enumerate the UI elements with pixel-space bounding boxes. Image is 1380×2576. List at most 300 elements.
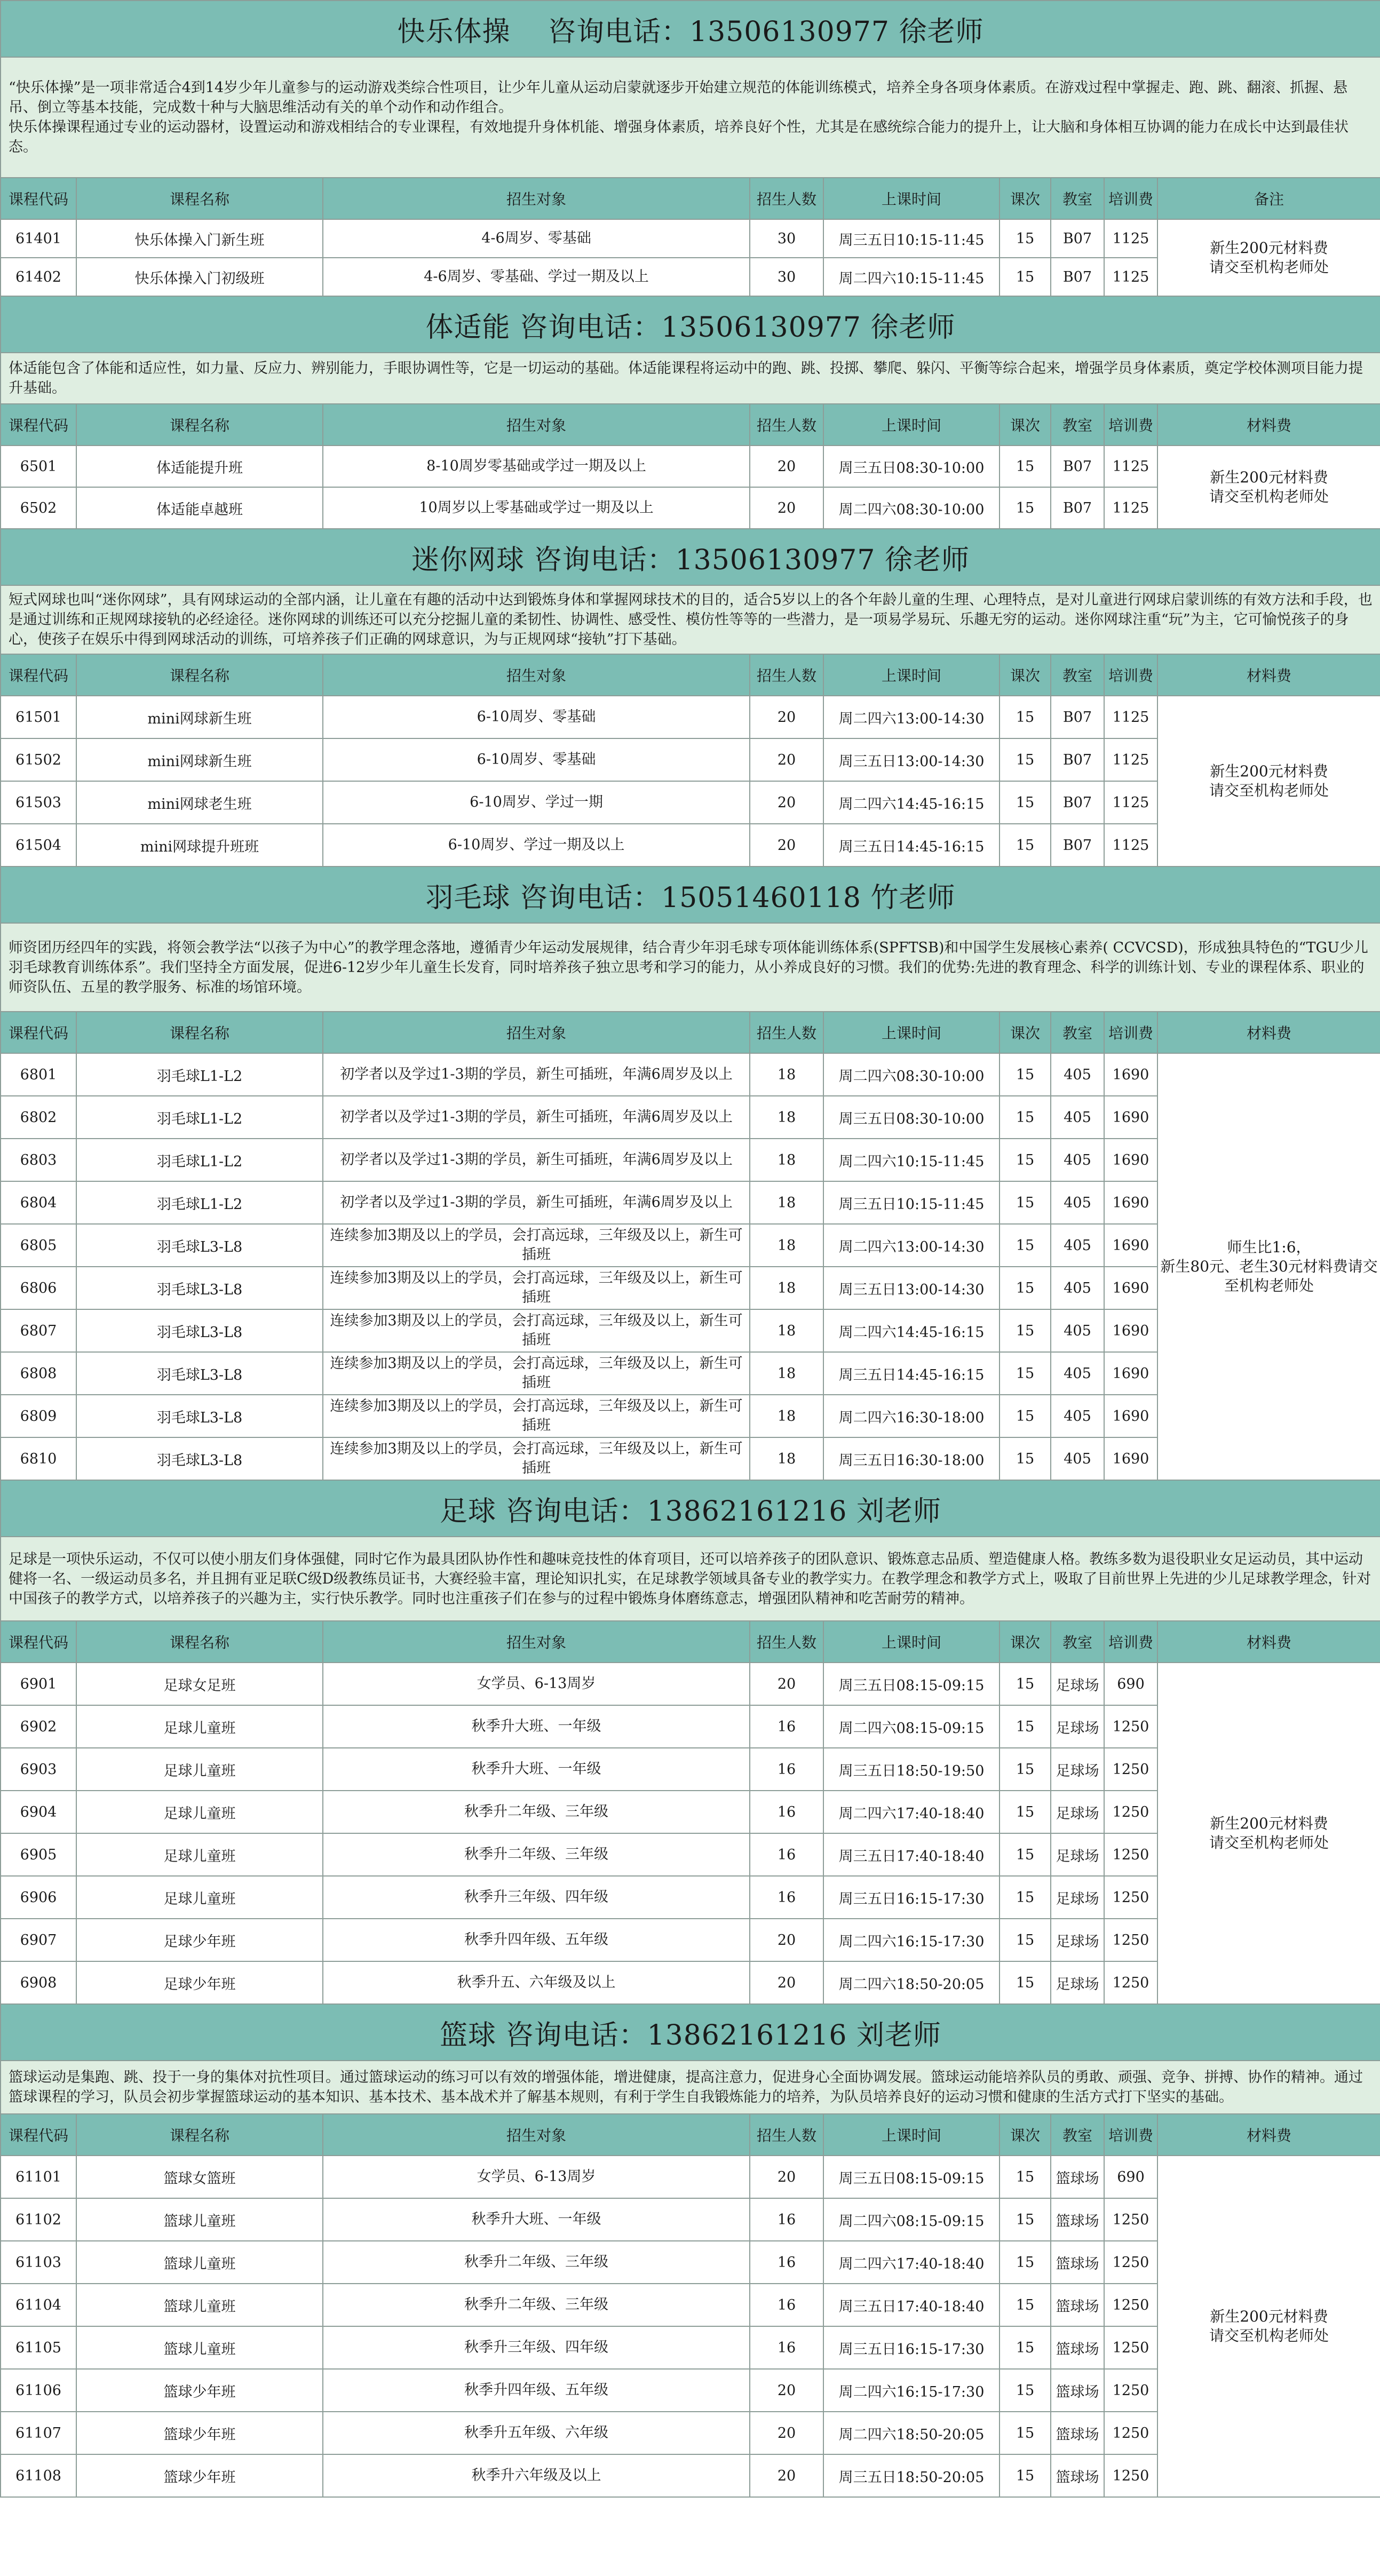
section-title: 足球 咨询电话：13862161216 刘老师 — [1, 1480, 1380, 1537]
column-header: 课次 — [1000, 404, 1051, 446]
cell-fee: 1250 — [1104, 1876, 1157, 1919]
cell-sessions: 15 — [1000, 1919, 1051, 1961]
cell-sessions: 15 — [1000, 2412, 1051, 2454]
cell-name: 羽毛球L3-L8 — [76, 1395, 323, 1437]
cell-target: 女学员、6-13周岁 — [323, 1663, 750, 1705]
cell-count: 18 — [750, 1224, 823, 1267]
cell-count: 18 — [750, 1096, 823, 1139]
cell-time: 周二四六16:30-18:00 — [823, 1395, 1000, 1437]
section-description-row — [1, 923, 1380, 1012]
cell-sessions: 15 — [1000, 1876, 1051, 1919]
cell-room: 405 — [1051, 1053, 1104, 1096]
cell-name: 篮球少年班 — [76, 2369, 323, 2412]
cell-time: 周三五日10:15-11:45 — [823, 1181, 1000, 1224]
cell-room: 足球场 — [1051, 1961, 1104, 2004]
cell-room: 篮球场 — [1051, 2156, 1104, 2198]
column-header: 培训费 — [1104, 654, 1157, 696]
cell-target: 秋季升六年级及以上 — [323, 2454, 750, 2497]
cell-target: 秋季升三年级、四年级 — [323, 2326, 750, 2369]
cell-name: 篮球儿童班 — [76, 2198, 323, 2241]
course-row — [1, 446, 1380, 487]
cell-fee: 1125 — [1104, 446, 1157, 487]
cell-count: 18 — [750, 1395, 823, 1437]
column-header: 材料费 — [1157, 404, 1380, 446]
column-header: 教室 — [1051, 654, 1104, 696]
cell-time: 周二四六16:15-17:30 — [823, 1919, 1000, 1961]
cell-room: 足球场 — [1051, 1791, 1104, 1833]
cell-code: 6801 — [1, 1053, 76, 1096]
cell-sessions: 15 — [1000, 2326, 1051, 2369]
cell-time: 周二四六17:40-18:40 — [823, 2241, 1000, 2284]
cell-time: 周二四六13:00-14:30 — [823, 696, 1000, 738]
cell-room: 405 — [1051, 1139, 1104, 1181]
cell-code: 6804 — [1, 1181, 76, 1224]
column-header: 课程名称 — [76, 178, 323, 219]
cell-name: 羽毛球L1-L2 — [76, 1053, 323, 1096]
column-header: 课程名称 — [76, 1012, 323, 1053]
cell-fee: 1690 — [1104, 1352, 1157, 1395]
cell-count: 20 — [750, 2454, 823, 2497]
cell-sessions: 15 — [1000, 781, 1051, 824]
cell-count: 18 — [750, 1139, 823, 1181]
column-header: 课程代码 — [1, 404, 76, 446]
cell-code: 6905 — [1, 1833, 76, 1876]
cell-time: 周二四六14:45-16:15 — [823, 781, 1000, 824]
cell-time: 周二四六18:50-20:05 — [823, 1961, 1000, 2004]
column-header: 课次 — [1000, 178, 1051, 219]
cell-time: 周三五日08:30-10:00 — [823, 446, 1000, 487]
cell-fee: 1250 — [1104, 2198, 1157, 2241]
cell-target: 6-10周岁、学过一期及以上 — [323, 824, 750, 866]
cell-time: 周三五日16:30-18:00 — [823, 1437, 1000, 1480]
cell-room: B07 — [1051, 781, 1104, 824]
section-description-row — [1, 1537, 1380, 1621]
cell-time: 周三五日18:50-19:50 — [823, 1748, 1000, 1791]
cell-room: 405 — [1051, 1309, 1104, 1352]
cell-time: 周三五日08:30-10:00 — [823, 1096, 1000, 1139]
cell-room: B07 — [1051, 446, 1104, 487]
column-header: 教室 — [1051, 2114, 1104, 2156]
column-header: 教室 — [1051, 1621, 1104, 1663]
cell-fee: 1690 — [1104, 1139, 1157, 1181]
cell-sessions: 15 — [1000, 2454, 1051, 2497]
cell-count: 20 — [750, 446, 823, 487]
cell-count: 20 — [750, 2156, 823, 2198]
cell-code: 61108 — [1, 2454, 76, 2497]
column-header: 招生人数 — [750, 1012, 823, 1053]
cell-fee: 1250 — [1104, 2412, 1157, 2454]
cell-fee: 690 — [1104, 1663, 1157, 1705]
cell-sessions: 15 — [1000, 2198, 1051, 2241]
cell-target: 4-6周岁、零基础 — [323, 219, 750, 258]
column-header-row — [1, 654, 1380, 696]
cell-room: 405 — [1051, 1181, 1104, 1224]
column-header-row — [1, 2114, 1380, 2156]
cell-target: 连续参加3期及以上的学员，会打高远球，三年级及以上，新生可插班 — [323, 1224, 750, 1267]
column-header-row — [1, 178, 1380, 219]
cell-code: 61501 — [1, 696, 76, 738]
column-header: 教室 — [1051, 178, 1104, 219]
cell-count: 16 — [750, 2284, 823, 2326]
cell-sessions: 15 — [1000, 1267, 1051, 1309]
course-row — [1, 1053, 1380, 1096]
cell-fee: 1250 — [1104, 2454, 1157, 2497]
cell-sessions: 15 — [1000, 738, 1051, 781]
cell-time: 周二四六16:15-17:30 — [823, 2369, 1000, 2412]
cell-code: 6501 — [1, 446, 76, 487]
cell-target: 秋季升大班、一年级 — [323, 1748, 750, 1791]
cell-name: 足球儿童班 — [76, 1705, 323, 1748]
cell-name: 足球儿童班 — [76, 1748, 323, 1791]
section-description-row — [1, 2061, 1380, 2114]
cell-code: 6809 — [1, 1395, 76, 1437]
cell-sessions: 15 — [1000, 1139, 1051, 1181]
column-header: 课程名称 — [76, 1621, 323, 1663]
column-header: 培训费 — [1104, 1012, 1157, 1053]
section-header — [1, 296, 1380, 353]
cell-count: 16 — [750, 1705, 823, 1748]
cell-name: 足球少年班 — [76, 1919, 323, 1961]
cell-name: 体适能卓越班 — [76, 487, 323, 529]
cell-target: 初学者以及学过1-3期的学员，新生可插班，年满6周岁及以上 — [323, 1139, 750, 1181]
course-row — [1, 1663, 1380, 1705]
cell-room: 足球场 — [1051, 1663, 1104, 1705]
cell-count: 20 — [750, 2369, 823, 2412]
cell-code: 61105 — [1, 2326, 76, 2369]
cell-fee: 1250 — [1104, 2369, 1157, 2412]
material-fee-note: 新生200元材料费 请交至机构老师处 — [1157, 2156, 1380, 2497]
cell-count: 18 — [750, 1053, 823, 1096]
cell-code: 6903 — [1, 1748, 76, 1791]
column-header: 课程名称 — [76, 654, 323, 696]
column-header: 课次 — [1000, 2114, 1051, 2156]
column-header: 上课时间 — [823, 2114, 1000, 2156]
cell-name: 羽毛球L1-L2 — [76, 1096, 323, 1139]
column-header-row — [1, 1621, 1380, 1663]
cell-name: 羽毛球L3-L8 — [76, 1437, 323, 1480]
cell-sessions: 15 — [1000, 696, 1051, 738]
cell-room: 篮球场 — [1051, 2454, 1104, 2497]
cell-count: 30 — [750, 258, 823, 296]
cell-target: 秋季升五年级、六年级 — [323, 2412, 750, 2454]
cell-time: 周三五日08:15-09:15 — [823, 2156, 1000, 2198]
section-header — [1, 529, 1380, 585]
cell-target: 秋季升二年级、三年级 — [323, 1791, 750, 1833]
cell-room: B07 — [1051, 219, 1104, 258]
cell-count: 16 — [750, 2326, 823, 2369]
cell-fee: 1250 — [1104, 1961, 1157, 2004]
column-header: 材料费 — [1157, 1012, 1380, 1053]
section-header — [1, 866, 1380, 923]
cell-room: 足球场 — [1051, 1748, 1104, 1791]
column-header: 课程代码 — [1, 2114, 76, 2156]
column-header: 备注 — [1157, 178, 1380, 219]
section-title: 快乐体操 咨询电话：13506130977 徐老师 — [1, 1, 1380, 57]
cell-count: 20 — [750, 1961, 823, 2004]
cell-name: 篮球女篮班 — [76, 2156, 323, 2198]
cell-count: 16 — [750, 1791, 823, 1833]
column-header: 培训费 — [1104, 404, 1157, 446]
column-header: 课程代码 — [1, 178, 76, 219]
column-header: 课程名称 — [76, 2114, 323, 2156]
section-title: 体适能 咨询电话：13506130977 徐老师 — [1, 296, 1380, 353]
cell-time: 周二四六08:30-10:00 — [823, 1053, 1000, 1096]
cell-code: 6907 — [1, 1919, 76, 1961]
cell-target: 8-10周岁零基础或学过一期及以上 — [323, 446, 750, 487]
column-header: 招生人数 — [750, 1621, 823, 1663]
cell-time: 周三五日14:45-16:15 — [823, 824, 1000, 866]
cell-room: 篮球场 — [1051, 2412, 1104, 2454]
column-header: 上课时间 — [823, 654, 1000, 696]
cell-count: 20 — [750, 738, 823, 781]
cell-target: 连续参加3期及以上的学员，会打高远球，三年级及以上，新生可插班 — [323, 1395, 750, 1437]
section-description: 体适能包含了体能和适应性，如力量、反应力、辨别能力，手眼协调性等，它是一切运动的基础。体适能课程将运动中的跑、跳、投掷、攀爬、躲闪、平衡等综合起来，增强学员身体素质，奠定学校体测项目能力提升基础。 — [1, 353, 1380, 404]
course-row — [1, 2156, 1380, 2198]
course-row — [1, 219, 1380, 258]
cell-name: 篮球儿童班 — [76, 2284, 323, 2326]
cell-fee: 1125 — [1104, 696, 1157, 738]
section-description: 足球是一项快乐运动，不仅可以使小朋友们身体强健，同时它作为最具团队协作性和趣味竞技性的体育项目，还可以培养孩子的团队意识、锻炼意志品质、塑造健康人格。教练多数为退役职业女足运动员，其中运动健将一名、一级运动员多名，并且拥有亚足联C级D级教练员证书，大赛经验丰富，理论知识扎实，在足球教学领域具备专业的教学实力。在教学理念和教学方式上，吸取了目前世界上先进的少儿足球教学理念，针对中国孩子的教学方式，以培养孩子的兴趣为主，实行快乐教学。同时也注重孩子们在参与的过程中锻炼身体磨练意志，增强团队精神和吃苦耐劳的精神。 — [1, 1537, 1380, 1621]
cell-fee: 1250 — [1104, 1833, 1157, 1876]
cell-room: 405 — [1051, 1437, 1104, 1480]
cell-count: 18 — [750, 1437, 823, 1480]
cell-count: 20 — [750, 2412, 823, 2454]
cell-code: 6901 — [1, 1663, 76, 1705]
cell-fee: 1690 — [1104, 1267, 1157, 1309]
section-description-row — [1, 57, 1380, 178]
cell-fee: 1250 — [1104, 1919, 1157, 1961]
cell-count: 20 — [750, 696, 823, 738]
cell-room: 篮球场 — [1051, 2241, 1104, 2284]
cell-code: 6803 — [1, 1139, 76, 1181]
cell-code: 6902 — [1, 1705, 76, 1748]
cell-sessions: 15 — [1000, 2156, 1051, 2198]
cell-name: 羽毛球L1-L2 — [76, 1181, 323, 1224]
cell-target: 秋季升四年级、五年级 — [323, 1919, 750, 1961]
column-header: 课程代码 — [1, 1621, 76, 1663]
cell-code: 6807 — [1, 1309, 76, 1352]
cell-sessions: 15 — [1000, 2369, 1051, 2412]
cell-time: 周二四六10:15-11:45 — [823, 258, 1000, 296]
cell-count: 20 — [750, 487, 823, 529]
cell-sessions: 15 — [1000, 1961, 1051, 2004]
cell-time: 周二四六08:30-10:00 — [823, 487, 1000, 529]
column-header: 材料费 — [1157, 654, 1380, 696]
cell-time: 周三五日16:15-17:30 — [823, 1876, 1000, 1919]
cell-time: 周二四六08:15-09:15 — [823, 1705, 1000, 1748]
column-header: 上课时间 — [823, 178, 1000, 219]
cell-target: 秋季升大班、一年级 — [323, 1705, 750, 1748]
cell-fee: 1125 — [1104, 738, 1157, 781]
cell-time: 周三五日14:45-16:15 — [823, 1352, 1000, 1395]
cell-time: 周二四六08:15-09:15 — [823, 2198, 1000, 2241]
cell-sessions: 15 — [1000, 2241, 1051, 2284]
cell-fee: 1250 — [1104, 1705, 1157, 1748]
column-header: 招生对象 — [323, 178, 750, 219]
column-header: 课程代码 — [1, 1012, 76, 1053]
cell-room: 篮球场 — [1051, 2326, 1104, 2369]
cell-room: 篮球场 — [1051, 2198, 1104, 2241]
cell-fee: 1125 — [1104, 258, 1157, 296]
section-header — [1, 2004, 1380, 2061]
section-description: 篮球运动是集跑、跳、投于一身的集体对抗性项目。通过篮球运动的练习可以有效的增强体能，增进健康，提高注意力，促进身心全面协调发展。篮球运动能培养队员的勇敢、顽强、竞争、拼搏、协作的精神。通过篮球课程的学习，队员会初步掌握篮球运动的基本知识、基本技术、基本战术并了解基本规则，有利于学生自我锻炼能力的培养，为队员培养良好的运动习惯和健康的生活方式打下坚实的基础。 — [1, 2061, 1380, 2114]
cell-fee: 1250 — [1104, 1791, 1157, 1833]
column-header: 招生对象 — [323, 2114, 750, 2156]
cell-fee: 1690 — [1104, 1181, 1157, 1224]
cell-target: 秋季升二年级、三年级 — [323, 1833, 750, 1876]
cell-fee: 1125 — [1104, 219, 1157, 258]
cell-code: 6810 — [1, 1437, 76, 1480]
cell-time: 周三五日17:40-18:40 — [823, 2284, 1000, 2326]
cell-time: 周二四六17:40-18:40 — [823, 1791, 1000, 1833]
cell-sessions: 15 — [1000, 1748, 1051, 1791]
cell-name: 快乐体操入门初级班 — [76, 258, 323, 296]
cell-fee: 1690 — [1104, 1053, 1157, 1096]
cell-code: 61504 — [1, 824, 76, 866]
cell-fee: 690 — [1104, 2156, 1157, 2198]
cell-count: 18 — [750, 1309, 823, 1352]
cell-name: mini网球新生班 — [76, 696, 323, 738]
column-header: 课程代码 — [1, 654, 76, 696]
cell-target: 连续参加3期及以上的学员，会打高远球，三年级及以上，新生可插班 — [323, 1267, 750, 1309]
cell-target: 初学者以及学过1-3期的学员，新生可插班，年满6周岁及以上 — [323, 1096, 750, 1139]
cell-count: 20 — [750, 781, 823, 824]
material-fee-note: 新生200元材料费 请交至机构老师处 — [1157, 219, 1380, 296]
cell-count: 20 — [750, 1919, 823, 1961]
column-header: 材料费 — [1157, 1621, 1380, 1663]
cell-target: 连续参加3期及以上的学员，会打高远球，三年级及以上，新生可插班 — [323, 1352, 750, 1395]
cell-room: B07 — [1051, 696, 1104, 738]
cell-sessions: 15 — [1000, 1181, 1051, 1224]
cell-code: 6906 — [1, 1876, 76, 1919]
cell-room: 405 — [1051, 1224, 1104, 1267]
column-header: 招生人数 — [750, 404, 823, 446]
cell-name: 篮球少年班 — [76, 2454, 323, 2497]
cell-fee: 1250 — [1104, 2284, 1157, 2326]
column-header-row — [1, 404, 1380, 446]
cell-room: B07 — [1051, 258, 1104, 296]
cell-sessions: 15 — [1000, 1309, 1051, 1352]
cell-name: mini网球提升班班 — [76, 824, 323, 866]
material-fee-note: 新生200元材料费 请交至机构老师处 — [1157, 696, 1380, 866]
cell-target: 秋季升四年级、五年级 — [323, 2369, 750, 2412]
course-row — [1, 696, 1380, 738]
cell-target: 初学者以及学过1-3期的学员，新生可插班，年满6周岁及以上 — [323, 1181, 750, 1224]
cell-sessions: 15 — [1000, 1437, 1051, 1480]
section-description-row — [1, 353, 1380, 404]
cell-room: 405 — [1051, 1096, 1104, 1139]
cell-count: 16 — [750, 2241, 823, 2284]
cell-code: 6908 — [1, 1961, 76, 2004]
cell-sessions: 15 — [1000, 1224, 1051, 1267]
cell-code: 61101 — [1, 2156, 76, 2198]
cell-target: 6-10周岁、零基础 — [323, 696, 750, 738]
cell-sessions: 15 — [1000, 1663, 1051, 1705]
column-header: 培训费 — [1104, 2114, 1157, 2156]
column-header: 培训费 — [1104, 1621, 1157, 1663]
cell-count: 16 — [750, 1833, 823, 1876]
cell-count: 18 — [750, 1352, 823, 1395]
cell-code: 61502 — [1, 738, 76, 781]
cell-room: 405 — [1051, 1352, 1104, 1395]
cell-name: 羽毛球L1-L2 — [76, 1139, 323, 1181]
section-header — [1, 1, 1380, 57]
column-header: 课次 — [1000, 1012, 1051, 1053]
cell-name: 体适能提升班 — [76, 446, 323, 487]
cell-target: 女学员、6-13周岁 — [323, 2156, 750, 2198]
cell-fee: 1250 — [1104, 2326, 1157, 2369]
cell-fee: 1690 — [1104, 1437, 1157, 1480]
cell-name: mini网球新生班 — [76, 738, 323, 781]
column-header: 课程名称 — [76, 404, 323, 446]
cell-time: 周三五日08:15-09:15 — [823, 1663, 1000, 1705]
cell-name: 篮球儿童班 — [76, 2241, 323, 2284]
cell-code: 6805 — [1, 1224, 76, 1267]
cell-fee: 1125 — [1104, 487, 1157, 529]
column-header: 招生对象 — [323, 1621, 750, 1663]
cell-time: 周三五日16:15-17:30 — [823, 2326, 1000, 2369]
column-header: 招生人数 — [750, 178, 823, 219]
cell-target: 6-10周岁、零基础 — [323, 738, 750, 781]
cell-code: 61401 — [1, 219, 76, 258]
section-title: 羽毛球 咨询电话：15051460118 竹老师 — [1, 866, 1380, 923]
cell-count: 16 — [750, 2198, 823, 2241]
column-header: 招生人数 — [750, 2114, 823, 2156]
cell-time: 周三五日17:40-18:40 — [823, 1833, 1000, 1876]
cell-name: 足球女足班 — [76, 1663, 323, 1705]
cell-name: 羽毛球L3-L8 — [76, 1224, 323, 1267]
cell-name: 快乐体操入门新生班 — [76, 219, 323, 258]
column-header: 课次 — [1000, 654, 1051, 696]
cell-sessions: 15 — [1000, 446, 1051, 487]
cell-sessions: 15 — [1000, 487, 1051, 529]
cell-fee: 1690 — [1104, 1395, 1157, 1437]
cell-target: 秋季升大班、一年级 — [323, 2198, 750, 2241]
cell-target: 连续参加3期及以上的学员，会打高远球，三年级及以上，新生可插班 — [323, 1437, 750, 1480]
cell-sessions: 15 — [1000, 1833, 1051, 1876]
cell-count: 16 — [750, 1748, 823, 1791]
cell-fee: 1250 — [1104, 1748, 1157, 1791]
column-header: 教室 — [1051, 404, 1104, 446]
cell-time: 周三五日13:00-14:30 — [823, 1267, 1000, 1309]
cell-room: 足球场 — [1051, 1705, 1104, 1748]
cell-code: 61106 — [1, 2369, 76, 2412]
section-description: 短式网球也叫“迷你网球”，具有网球运动的全部内涵，让儿童在有趣的活动中达到锻炼身体和掌握网球技术的目的，适合5岁以上的各个年龄儿童的生理、心理特点，是对儿童进行网球启蒙训练的有效方法和手段，也是通过训练和正规网球接轨的必经途径。迷你网球的训练还可以充分挖掘儿童的柔韧性、协调性、感受性、模仿性等等的一些潜力，是一项易学易玩、乐趣无穷的运动。迷你网球注重“玩”为主，它可愉悦孩子的身心，使孩子在娱乐中得到网球活动的训练，可培养孩子们正确的网球意识，为与正规网球“接轨”打下基础。 — [1, 585, 1380, 654]
cell-room: B07 — [1051, 824, 1104, 866]
cell-name: 篮球儿童班 — [76, 2326, 323, 2369]
section-title: 篮球 咨询电话：13862161216 刘老师 — [1, 2004, 1380, 2061]
cell-room: 405 — [1051, 1395, 1104, 1437]
cell-room: 足球场 — [1051, 1833, 1104, 1876]
cell-name: 羽毛球L3-L8 — [76, 1352, 323, 1395]
cell-time: 周二四六10:15-11:45 — [823, 1139, 1000, 1181]
column-header: 材料费 — [1157, 2114, 1380, 2156]
cell-code: 6802 — [1, 1096, 76, 1139]
column-header: 上课时间 — [823, 1621, 1000, 1663]
cell-time: 周二四六18:50-20:05 — [823, 2412, 1000, 2454]
cell-sessions: 15 — [1000, 1705, 1051, 1748]
section-description-row — [1, 585, 1380, 654]
cell-count: 18 — [750, 1267, 823, 1309]
cell-fee: 1125 — [1104, 824, 1157, 866]
cell-target: 6-10周岁、学过一期 — [323, 781, 750, 824]
cell-name: 篮球少年班 — [76, 2412, 323, 2454]
cell-count: 20 — [750, 824, 823, 866]
cell-target: 10周岁以上零基础或学过一期及以上 — [323, 487, 750, 529]
cell-count: 18 — [750, 1181, 823, 1224]
section-header — [1, 1480, 1380, 1537]
cell-code: 61402 — [1, 258, 76, 296]
